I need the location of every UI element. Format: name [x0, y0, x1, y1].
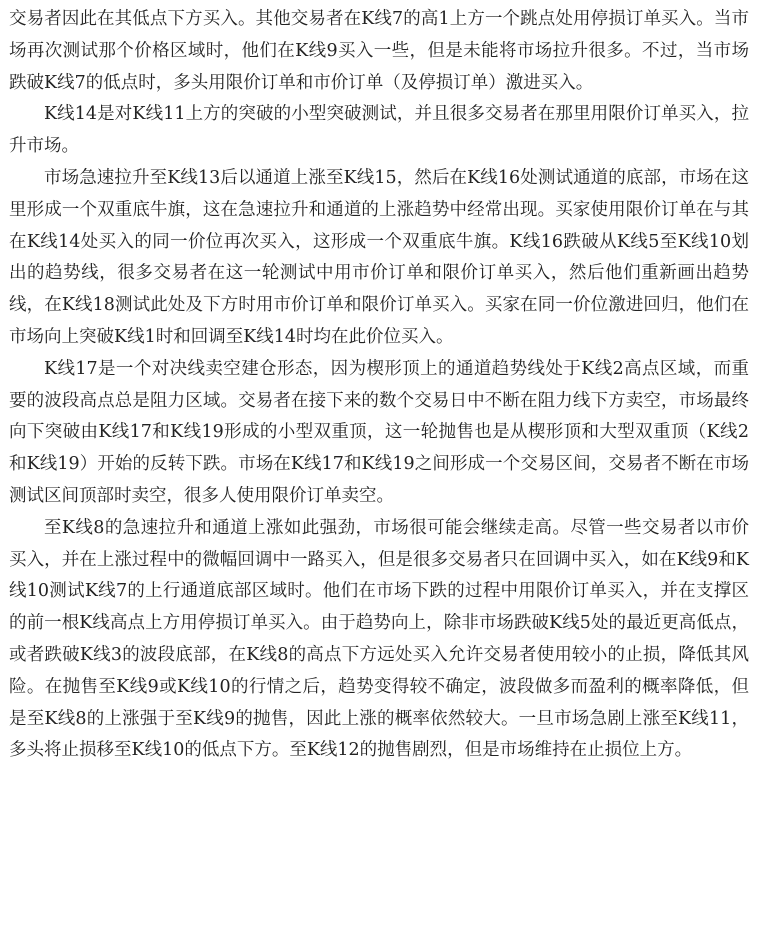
paragraph-1: 交易者因此在其低点下方买入。其他交易者在K线7的高1上方一个跳点处用停损订单买入。当市场再次测试那个价格区域时，他们在K线9买入一些，但是未能将市场拉升很多。不过，当市场跌破K线7的低点时，多头用限价订单和市价订单（及停损订单）激进买入。 — [9, 9, 749, 93]
paragraph-4: K线17是一个对决线卖空建仓形态，因为楔形顶上的通道趋势线处于K线2高点区域，而重要的波段高点总是阻力区域。交易者在接下来的数个交易日中不断在阻力线下方卖空，市场最终向下突破由K线17和K线19形成的小型双重顶，这一轮抛售也是从楔形顶和大型双重顶（K线2和K线19）开始的反转下跌。市场在K线17和K线19之间形成一个交易区间，交易者不断在市场测试区间顶部时卖空，很多人使用限价订单卖空。 — [9, 358, 749, 506]
paragraph-5: 至K线8的急速拉升和通道上涨如此强劲，市场很可能会继续走高。尽管一些交易者以市价买入，并在上涨过程中的微幅回调中一路买入，但是很多交易者只在回调中买入，如在K线9和K线10测试K线7的上行通道底部区域时。他们在市场下跌的过程中用限价订单买入，并在支撑区的前一根K线高点上方用停损订单买入。由于趋势向上，除非市场跌破K线5处的最近更高低点，或者跌破K线3的波段底部，在K线8的高点下方远处买入允许交易者使用较小的止损，降低其风险。在抛售至K线9或K线10的行情之后，趋势变得较不确定，波段做多而盈利的概率降低，但是至K线8的上涨强于至K线9的抛售，因此上涨的概率依然较大。一旦市场急剧上涨至K线11，多头将止损移至K线10的低点下方。至K线12的抛售剧烈，但是市场维持在止损位上方。 — [9, 517, 749, 761]
paragraph-3: 市场急速拉升至K线13后以通道上涨至K线15，然后在K线16处测试通道的底部，市场在这里形成一个双重底牛旗，这在急速拉升和通道的上涨趋势中经常出现。买家使用限价订单在与其在K线14处买入的同一价位再次买入，这形成一个双重底牛旗。K线16跌破从K线5至K线10划出的趋势线，很多交易者在这一轮测试中用市价订单和限价订单买入，然后他们重新画出趋势线，在K线18测试此处及下方时用市价订单和限价订单买入。买家在同一价位激进回归，他们在市场向上突破K线1时和回调至K线14时均在此价位买入。 — [9, 167, 749, 347]
paragraph-2: K线14是对K线11上方的突破的小型突破测试，并且很多交易者在那里用限价订单买入，拉升市场。 — [9, 104, 749, 157]
